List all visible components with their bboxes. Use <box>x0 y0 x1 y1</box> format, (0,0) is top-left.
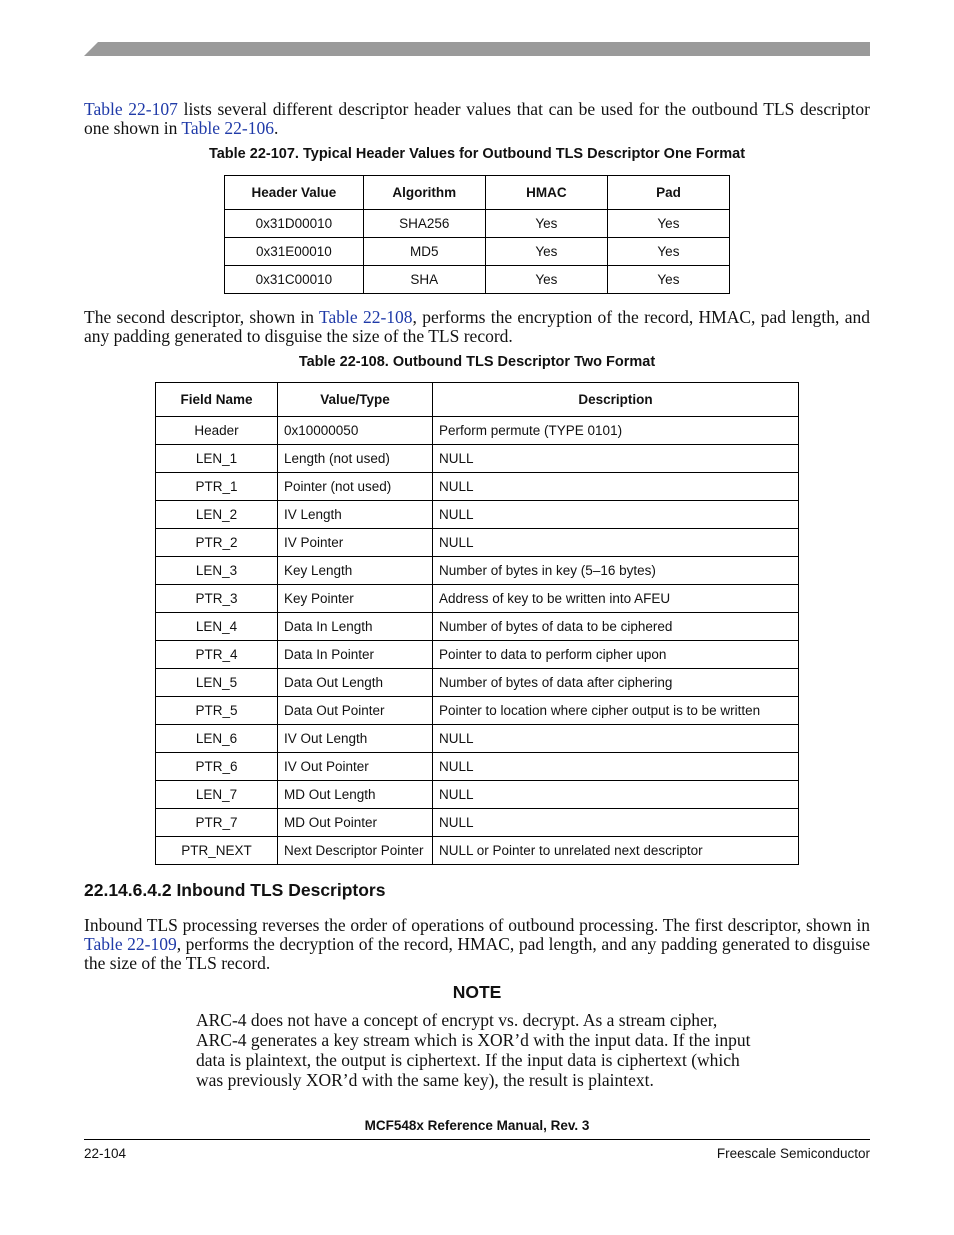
page-number: 22-104 <box>84 1146 127 1161</box>
table-row <box>156 697 799 725</box>
table-row <box>156 585 799 613</box>
table-cell: Key Length <box>278 557 433 585</box>
table-cell: Number of bytes of data after ciphering <box>433 669 799 697</box>
table-22-108-link[interactable]: Table 22-108 <box>319 307 413 327</box>
table-cell: NULL <box>433 753 799 781</box>
second-descriptor-paragraph <box>84 308 870 346</box>
table-cell: Data In Pointer <box>278 641 433 669</box>
column-header: HMAC <box>485 176 607 210</box>
table-22-107-link[interactable]: Table 22-107 <box>84 99 178 119</box>
table-cell: 0x31E00010 <box>225 238 364 266</box>
table-cell: Yes <box>607 266 729 294</box>
company-name: Freescale Semiconductor <box>716 1146 870 1161</box>
table-row <box>156 529 799 557</box>
table-cell: PTR_NEXT <box>156 837 278 865</box>
table-22-109-link[interactable]: Table 22-109 <box>84 934 177 954</box>
table-cell: Pointer (not used) <box>278 473 433 501</box>
table-cell: Yes <box>607 210 729 238</box>
table-header-row <box>156 383 799 417</box>
table-cell: NULL <box>433 501 799 529</box>
intro-end: . <box>273 118 279 138</box>
table-row <box>156 753 799 781</box>
table-row <box>156 445 799 473</box>
table-cell: Data Out Pointer <box>278 697 433 725</box>
table-row <box>156 725 799 753</box>
column-header: Algorithm <box>363 176 485 210</box>
table-108-caption: Table 22-108. Outbound TLS Descriptor Two Format <box>298 354 656 370</box>
table-header-row <box>225 176 730 210</box>
table-cell: NULL <box>433 781 799 809</box>
table-cell: Data In Length <box>278 613 433 641</box>
table-cell: LEN_6 <box>156 725 278 753</box>
inbound-paragraph <box>84 916 870 973</box>
table-cell: PTR_3 <box>156 585 278 613</box>
column-header: Description <box>433 383 799 417</box>
intro-paragraph <box>84 100 870 138</box>
table-cell: PTR_4 <box>156 641 278 669</box>
intro-text: lists several different descriptor header values that can be used for the outbound TLS descriptor one shown in <box>84 99 870 138</box>
table-cell: Yes <box>607 238 729 266</box>
table-cell: Pointer to location where cipher output is to be written <box>433 697 799 725</box>
table-row <box>156 417 799 445</box>
footer-divider <box>84 1139 870 1140</box>
second-text-end: , performs the encryption of the record, HMAC, pad length, and any padding generated to disguise the size of the TLS record. <box>84 307 870 346</box>
table-cell: LEN_2 <box>156 501 278 529</box>
table-cell: Number of bytes of data to be ciphered <box>433 613 799 641</box>
table-row <box>156 809 799 837</box>
table-cell: NULL or Pointer to unrelated next descriptor <box>433 837 799 865</box>
table-cell: SHA256 <box>363 210 485 238</box>
table-cell: Pointer to data to perform cipher upon <box>433 641 799 669</box>
column-header: Header Value <box>225 176 364 210</box>
table-cell: MD5 <box>363 238 485 266</box>
table-cell: MD Out Length <box>278 781 433 809</box>
table-cell: 0x31C00010 <box>225 266 364 294</box>
table-cell: PTR_6 <box>156 753 278 781</box>
table-cell: LEN_3 <box>156 557 278 585</box>
table-cell: Yes <box>485 238 607 266</box>
table-cell: PTR_1 <box>156 473 278 501</box>
table-cell: Number of bytes in key (5–16 bytes) <box>433 557 799 585</box>
table-cell: 0x31D00010 <box>225 210 364 238</box>
table-cell: IV Length <box>278 501 433 529</box>
table-cell: PTR_5 <box>156 697 278 725</box>
table-cell: LEN_1 <box>156 445 278 473</box>
note-body: ARC-4 does not have a concept of encrypt vs. decrypt. As a stream cipher, ARC-4 generates a key stream which is XOR’d with the input data. If the input data is plaintext, the output is ciphertext. If the input data is ciphertext (which was previously XOR’d with the same key), the result is plaintext. <box>196 1010 751 1090</box>
section-heading: 22.14.6.4.2 Inbound TLS Descriptors <box>84 880 386 900</box>
table-row <box>156 669 799 697</box>
table-row <box>156 613 799 641</box>
table-row <box>156 501 799 529</box>
table-cell: Next Descriptor Pointer <box>278 837 433 865</box>
inbound-text: Inbound TLS processing reverses the order of operations of outbound processing. The first descriptor, shown in <box>84 915 870 935</box>
column-header: Value/Type <box>278 383 433 417</box>
header-decorative-bar <box>84 42 870 56</box>
table-cell: SHA <box>363 266 485 294</box>
table-cell: IV Pointer <box>278 529 433 557</box>
column-header: Field Name <box>156 383 278 417</box>
table-cell: NULL <box>433 445 799 473</box>
table-row <box>225 266 730 294</box>
table-row <box>225 210 730 238</box>
note-title: NOTE <box>452 982 502 1002</box>
table-cell: 0x10000050 <box>278 417 433 445</box>
table-cell: NULL <box>433 473 799 501</box>
table-cell: Perform permute (TYPE 0101) <box>433 417 799 445</box>
table-cell: IV Out Length <box>278 725 433 753</box>
table-cell: LEN_7 <box>156 781 278 809</box>
table-row <box>225 238 730 266</box>
table-cell: PTR_2 <box>156 529 278 557</box>
table-cell: NULL <box>433 809 799 837</box>
second-text: The second descriptor, shown in <box>84 307 320 327</box>
table-cell: IV Out Pointer <box>278 753 433 781</box>
table-row <box>156 781 799 809</box>
table-107 <box>224 175 730 294</box>
footer-manual-title: MCF548x Reference Manual, Rev. 3 <box>364 1118 590 1133</box>
table-cell: Key Pointer <box>278 585 433 613</box>
table-cell: Yes <box>485 210 607 238</box>
inbound-text-end: , performs the decryption of the record, HMAC, pad length, and any padding generated to disguise the size of the TLS record. <box>84 934 870 973</box>
table-cell: Data Out Length <box>278 669 433 697</box>
table-108 <box>155 382 799 865</box>
table-cell: LEN_5 <box>156 669 278 697</box>
table-row <box>156 641 799 669</box>
table-cell: LEN_4 <box>156 613 278 641</box>
table-row <box>156 837 799 865</box>
table-cell: NULL <box>433 529 799 557</box>
table-cell: Address of key to be written into AFEU <box>433 585 799 613</box>
table-cell: Length (not used) <box>278 445 433 473</box>
table-cell: MD Out Pointer <box>278 809 433 837</box>
table-row <box>156 557 799 585</box>
table-22-106-link[interactable]: Table 22-106 <box>181 118 274 138</box>
column-header: Pad <box>607 176 729 210</box>
table-cell: Yes <box>485 266 607 294</box>
table-row <box>156 473 799 501</box>
table-cell: PTR_7 <box>156 809 278 837</box>
table-cell: NULL <box>433 725 799 753</box>
table-cell: Header <box>156 417 278 445</box>
table-107-caption: Table 22-107. Typical Header Values for Outbound TLS Descriptor One Format <box>208 146 746 162</box>
